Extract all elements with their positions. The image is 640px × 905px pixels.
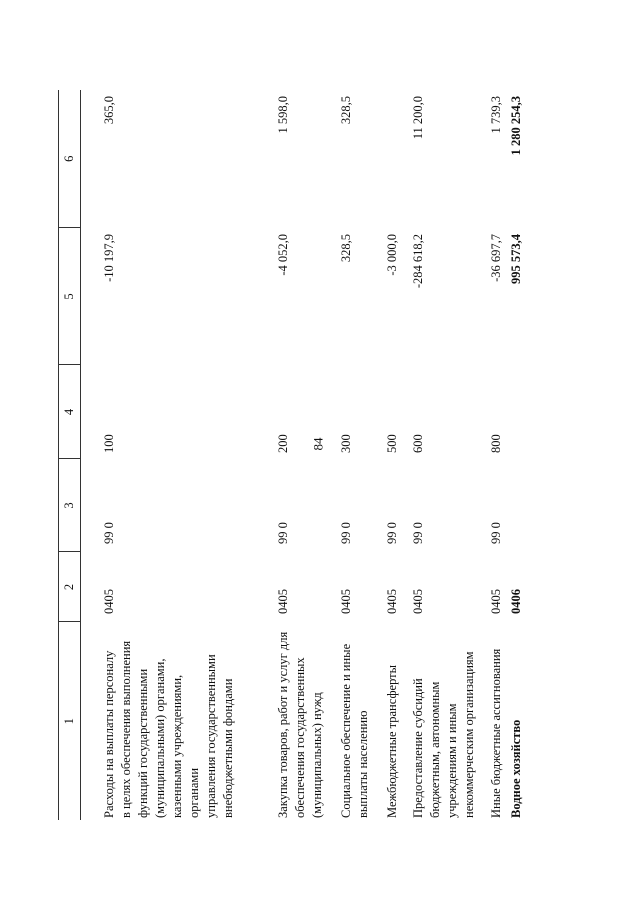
table-row xyxy=(237,90,326,820)
row-name-line: Расходы на выплаты персоналу xyxy=(102,650,116,818)
amount-col-6 xyxy=(373,90,402,228)
section-code: 0405 xyxy=(411,589,425,614)
section-code: 0405 xyxy=(102,589,116,614)
row-name-line: (муниципальными) органами, xyxy=(153,658,167,818)
row-name xyxy=(373,622,402,820)
section-code: 0405 xyxy=(385,589,399,614)
amount-col-5: -10 197,9 xyxy=(102,234,116,282)
amount-col-5: 995 573,4 xyxy=(509,234,523,284)
amount-col-6: 1 598,0 xyxy=(276,96,290,134)
target-code: 99 0 xyxy=(276,522,290,544)
header-col-1: 1 xyxy=(59,622,81,820)
row-name xyxy=(81,622,238,820)
amount-col-6: 328,5 xyxy=(339,96,353,125)
amount-col-5: -284 618,2 xyxy=(411,234,425,289)
expense-type-code: 500 xyxy=(385,434,399,453)
amount-col-6: 365,0 xyxy=(102,96,116,125)
expense-type-code: 300 xyxy=(339,434,353,453)
row-name-line: некоммерческим организациям xyxy=(462,651,476,818)
row-name-line: функций государственными xyxy=(136,668,150,818)
row-name-line: Социальное обеспечение и иные xyxy=(339,643,353,818)
target-code: 99 0 xyxy=(489,522,503,544)
expense-type-code: 600 xyxy=(411,434,425,453)
header-row xyxy=(59,90,81,820)
header-col-4: 4 xyxy=(59,365,81,459)
row-name xyxy=(480,622,505,820)
expense-type-code xyxy=(505,365,525,459)
row-name-line: Закупка товаров, работ и услуг для xyxy=(276,631,290,818)
row-name xyxy=(505,622,525,820)
table-row xyxy=(326,90,373,820)
target-code: 99 0 xyxy=(411,522,425,544)
header-col-2: 2 xyxy=(59,552,81,622)
section-code: 0405 xyxy=(276,589,290,614)
section-code: 0405 xyxy=(489,589,503,614)
amount-col-6: 1 280 254,3 xyxy=(509,96,523,156)
row-name-line: управления государственными xyxy=(204,654,218,818)
budget-table xyxy=(58,90,525,820)
section-code: 0406 xyxy=(509,589,523,614)
target-code: 99 0 xyxy=(339,522,353,544)
row-name xyxy=(237,622,326,820)
page-number: 84 xyxy=(310,437,326,451)
row-name-line: Водное хозяйство xyxy=(509,719,523,818)
row-name-line: бюджетным, автономным xyxy=(428,681,442,818)
row-name-line: казенными учреждениями, органами xyxy=(170,674,201,818)
row-name-line: выплаты населению xyxy=(356,710,370,818)
row-name xyxy=(326,622,373,820)
header-col-3: 3 xyxy=(59,459,81,552)
amount-col-6: 1 739,3 xyxy=(489,96,503,134)
target-code xyxy=(505,459,525,552)
table-row xyxy=(81,90,238,820)
row-name-line: обеспечения государственных xyxy=(293,657,307,818)
row-name-line: внебюджетными фондами xyxy=(221,678,235,818)
header-col-5: 5 xyxy=(59,228,81,365)
header-col-6: 6 xyxy=(59,90,81,228)
table-row-total xyxy=(505,90,525,820)
amount-col-5: -3 000,0 xyxy=(385,234,399,276)
row-name-line: Предоставление субсидий xyxy=(411,678,425,818)
amount-col-5: 328,5 xyxy=(339,234,353,263)
row-name-line: учреждениям и иным xyxy=(445,703,459,818)
row-name-line: в целях обеспечения выполнения xyxy=(119,640,133,818)
rotated-page-content xyxy=(58,90,578,820)
amount-col-6: 11 200,0 xyxy=(411,96,425,140)
expense-type-code: 800 xyxy=(489,434,503,453)
target-code: 99 0 xyxy=(102,522,116,544)
table-row xyxy=(402,90,480,820)
row-name-line: (муниципальных) нужд xyxy=(310,692,324,818)
expense-type-code: 100 xyxy=(102,434,116,453)
target-code: 99 0 xyxy=(385,522,399,544)
amount-col-5: -36 697,7 xyxy=(489,234,503,282)
row-name-line: Межбюджетные трансферты xyxy=(385,664,399,818)
table-row xyxy=(480,90,505,820)
amount-col-5: -4 052,0 xyxy=(276,234,290,276)
row-name-line: Иные бюджетные ассигнования xyxy=(489,648,503,818)
row-name xyxy=(402,622,480,820)
table-row xyxy=(373,90,402,820)
expense-type-code: 200 xyxy=(276,434,290,453)
section-code: 0405 xyxy=(339,589,353,614)
